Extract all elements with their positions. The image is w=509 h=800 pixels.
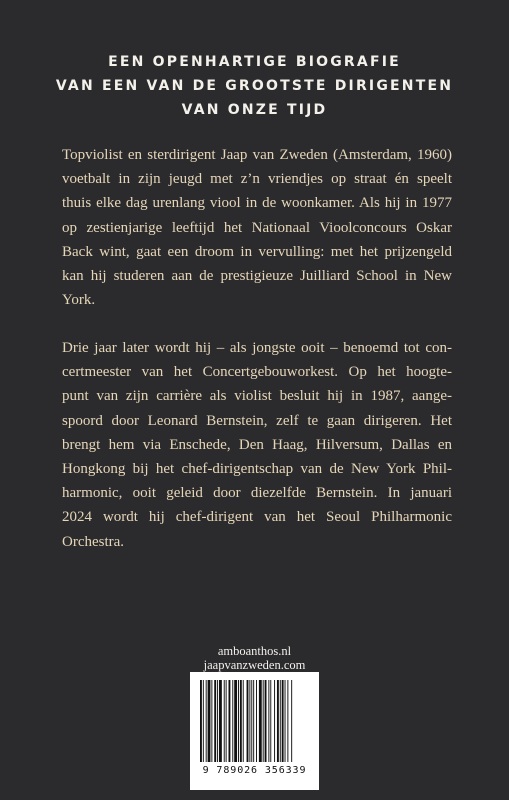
isbn-number: 9 789026 356339 <box>202 765 307 776</box>
headline-line-2: VAN EEN VAN DE GROOTSTE DIRIGENTEN <box>55 78 454 94</box>
websites <box>0 644 509 672</box>
text-line: 2024 wordt hij chef-dirigent van het Seoul Philharmonic <box>62 509 452 526</box>
text-line: certmeester van het Concertgebouworkest. Op het hoogte- <box>62 364 452 381</box>
text-line: spoord door Leonard Bernstein, zelf te gaan dirigeren. Het <box>62 412 452 429</box>
text-line: Hongkong bij het chef-dirigentschap van de New York Phil- <box>62 461 452 478</box>
text-line: Orchestra. <box>62 533 125 550</box>
headline <box>0 50 509 122</box>
blurb-paragraph-2 <box>62 336 452 554</box>
text-line: Back wint, gaat een droom in vervulling: met het prijzengeld <box>62 243 452 260</box>
author-website: jaapvanzweden.com <box>203 658 306 672</box>
text-line: York. <box>62 292 96 309</box>
headline-line-3: VAN ONZE TIJD <box>181 102 328 118</box>
text-line: voetbalt in zijn jeugd met z’n vriendjes op straat én speelt <box>62 171 452 188</box>
text-line: thuis elke dag urenlang viool in de woonkamer. Als hij in 1977 <box>62 195 452 212</box>
isbn-barcode <box>190 672 319 790</box>
text-line: brengt hem via Enschede, Den Haag, Hilversum, Dallas en <box>62 436 452 453</box>
blurb-paragraph-1 <box>62 143 452 312</box>
headline-line-1: EEN OPENHARTIGE BIOGRAFIE <box>108 54 401 70</box>
text-line: harmonic, ooit geleid door diezelfde Bernstein. In januari <box>62 485 452 502</box>
publisher-website: amboanthos.nl <box>217 644 292 658</box>
text-line: Drie jaar later wordt hij – als jongste ooit – benoemd tot con- <box>62 340 452 356</box>
barcode-icon <box>198 680 311 764</box>
text-line: op zestienjarige leeftijd het Nationaal Vioolconcours Oskar <box>62 219 452 236</box>
text-line: kan hij studeren aan de prestigieuze Juilliard School in New <box>62 268 452 285</box>
text-line: punt van zijn carrière als violist besluit hij in 1987, aange- <box>62 388 452 405</box>
text-line: Topviolist en sterdirigent Jaap van Zweden (Amsterdam, 1960) <box>62 147 452 163</box>
